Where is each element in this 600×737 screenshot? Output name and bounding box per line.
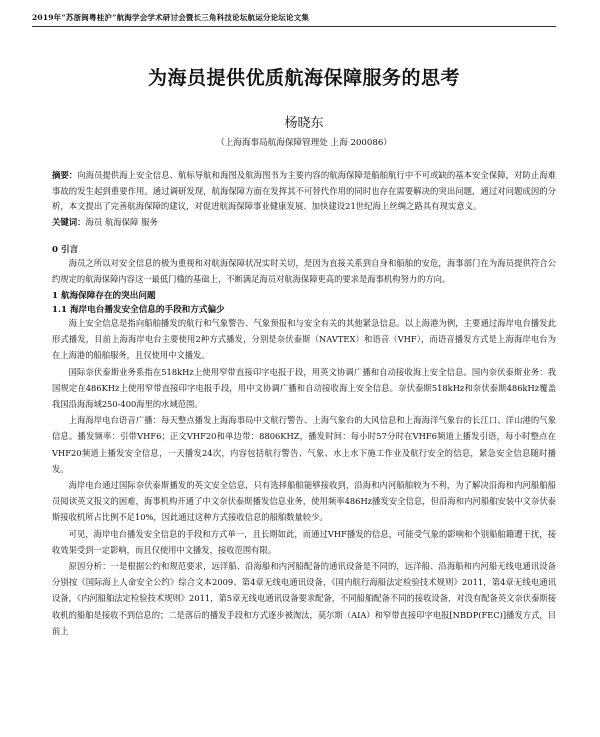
section-heading-intro: 0 引言 [52, 244, 79, 255]
paragraph-intro: 海员之所以对安全信息的极为重视和对航海保障状况实时关切，是因为直接关系到自身和船舶的安危，海事部门在为海员提供符合公约规定的航海保障内容这一最低门槛的基础上，不断满足海员对航海保障更高的要求是海事机构努力的方向。 [52, 257, 556, 284]
paragraph: 国际奈伏泰斯业务系指在518kHz上使用窄带直接印字电报于段，用英文协调广播和自动接收海上安全信息。国内奈伏泰斯业务：我国规定在486KHz上使用窄带直接印字电报手段，用中文协调广播和自动接收海上安全信息。奈伏泰斯518kHz和奈伏泰斯486kHz覆盖我国沿海海域250-400海里的水域范围。 [52, 366, 556, 409]
paragraph: 海岸电台通过国际奈伏泰斯播发的英文安全信息，只有选择船舶能够接收到，沿海和内河船舶较为不利，为了解决沿海和内河船舶船员阅读英文报文的困难，海事机构开通了中文奈伏泰斯播发信息业务，使用频率486Hz播发安全信息，但沿海和内河船舶安装中文奈伏泰斯接收机所占比例不足10%，因此通过这种方式接收信息的船舶数量较少。 [52, 479, 556, 523]
keywords [52, 216, 556, 228]
abstract-label: 摘要： [52, 170, 78, 180]
abstract-text: 向海员提供海上安全信息、航标导航和海图及航海图书为主要内容的航海保障是船舶航行中不可或缺的基本安全保障，对防止海难事故的发生起到重要作用。通过调研发现，航海保障方面在发挥其不可替代作用的同时也存在需要解决的突出问题，通过对问题成因的分析，本文提出了完善航海保障的建议，对促进航海保障事业健康发展、加快建设21世纪海上丝绸之路具有现实意义。 [52, 170, 556, 211]
keywords-label: 关键词： [52, 216, 86, 227]
paper-title: 为海员提供优质航海保障服务的思考 [147, 67, 460, 89]
paragraph: 上海海岸电台语音广播：每天整点播发上海海事局中文航行警告、上海气象台的大风信息和上海海洋气象台的长江口、洋山港的气象信息。播发频率：引带VHF6；正文VHF20和单边带：8806KHZ，播发时间：每小时57分时在VHF6频道上播发引语，每小时整点在VHF20频道上播发安全信息，一天播发24次，内容包括航行警告、气象、水上水下施工作业及航行安全的信息，紧急安全信息随时播发。 [52, 415, 556, 474]
paragraph: 原因分析：一是根据公约和规范要求，远洋船、沿海船和内河船配备的通讯设备是不同的，远洋船、沿海船和内河船无线电通讯设备分别按《国际海上人命安全公约》综合文本2009、第4章无线电通讯设备，《国内航行海船法定检验技术规则》2011，第4章无线电通讯设备，《内河船舶法定检验技术规则》2011，第5章无线电通讯设备要求配备，不同船舶配备不同的接收设备，对没有配备英文奈伏泰斯接收机的船舶是接收不到信息的；二是落后的播发手段和方式逐步被淘汰，莫尔斯（AIA）和窄带直接印字电报[NBDP(FEC)]播发方式，目前上 [52, 560, 556, 636]
abstract [52, 168, 556, 215]
running-head: 2019年“苏浙闽粤桂沪”航海学会学术研讨会暨长三角科技论坛航运分论坛论文集 [32, 12, 556, 27]
subsection-heading-1-1: 1.1 海岸电台播发安全信息的手段和方式偏少 [52, 304, 225, 315]
author-name: 杨晓东 [284, 116, 324, 131]
section-heading-1: 1 航海保障存在的突出问题 [52, 290, 156, 301]
keywords-text: 海员 航海保障 服务 [85, 216, 158, 227]
paragraph: 可见，海岸电台播发安全信息的手段和方式单一，且长期如此，而通过VHF播发的信息，可能受气象的影响和个别船舶籍遭干扰，接收效果受到一定影响，而且仅使用中文播发，接收范围有限。 [52, 528, 556, 555]
author-affiliation: （上海海事局航海保障管理处 上海 200086） [216, 138, 392, 148]
paragraph: 海上安全信息是指向船舶播发的航行和气象警告、气象预报和与安全有关的其他紧急信息。以上海港为例，主要通过海岸电台播发此形式播发，目前上海海岸电台主要使用2种方式播发，分别是奈伏泰斯（NAVTEX）和语音（VHF），而语音播发方式是上海海岸电台为在上海港的船舶服务，且仅使用中文播发。 [52, 317, 556, 361]
